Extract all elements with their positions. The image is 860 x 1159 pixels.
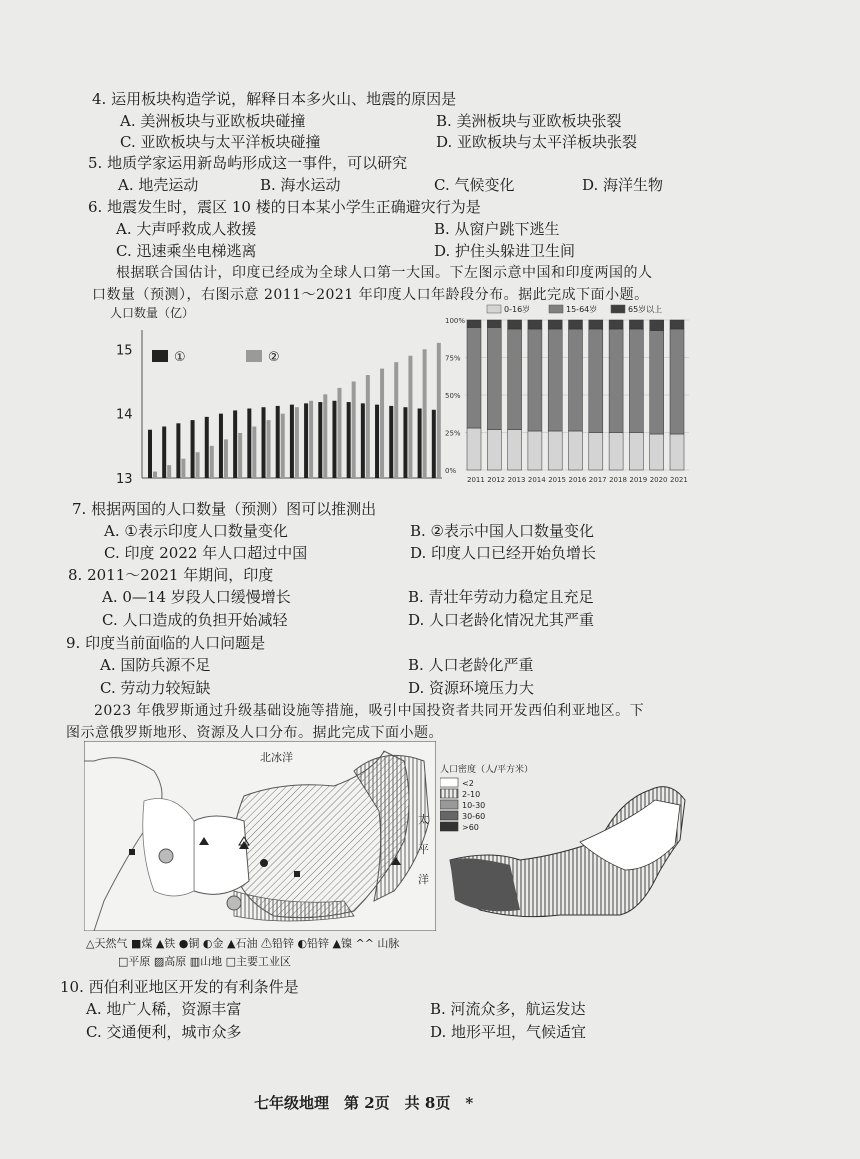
question-7-option-d[interactable]: D. 印度人口已经开始负增长: [410, 544, 597, 562]
population-bar: [389, 406, 393, 478]
age-bar-segment: [629, 329, 643, 433]
age-bar-segment: [508, 329, 522, 430]
legend-swatch-2: [246, 350, 262, 362]
question-8-option-c[interactable]: C. 人口造成的负担开始减轻: [102, 611, 288, 629]
age-y-tick: 25%: [445, 429, 461, 438]
age-legend-label: 65岁以上: [628, 305, 663, 314]
age-legend-swatch: [611, 305, 625, 313]
question-7-option-c[interactable]: C. 印度 2022 年人口超过中国: [104, 544, 308, 562]
map-legend-row-1: △天然气 ■煤 ▲铁 ●铜 ◐金 ▲石油 ⚠铅锌 ◐铅锌 ▲镍 ^^ 山脉: [86, 937, 400, 950]
question-5-option-d[interactable]: D. 海洋生物: [582, 176, 664, 194]
population-bar: [262, 407, 266, 478]
age-bar-segment: [569, 431, 583, 470]
age-bar-segment: [589, 320, 603, 329]
passage-2-line-2: 图示意俄罗斯地形、资源及人口分布。据此完成下面小题。: [66, 725, 443, 741]
population-chart-svg: [104, 300, 444, 490]
age-x-label: 2016: [568, 476, 587, 484]
density-legend-swatch: [440, 800, 458, 809]
population-bar: [210, 446, 214, 478]
population-bar: [176, 423, 180, 478]
population-bar: [408, 356, 412, 478]
question-8-option-d[interactable]: D. 人口老龄化情况尤其严重: [408, 611, 595, 629]
question-8-option-a[interactable]: A. 0—14 岁段人口缓慢增长: [102, 588, 291, 606]
population-bar: [375, 405, 379, 478]
population-bar: [205, 417, 209, 478]
age-y-tick: 0%: [445, 467, 457, 475]
age-bar-segment: [528, 431, 542, 470]
density-legend-label: 30-60: [462, 812, 486, 821]
population-bar: [238, 433, 242, 478]
population-y-tick: 15: [116, 343, 133, 359]
east-european-plain: [143, 799, 194, 897]
question-5-option-a[interactable]: A. 地壳运动: [118, 176, 199, 194]
population-bar: [337, 388, 341, 478]
population-density-map: [440, 760, 690, 930]
age-x-label: 2011: [467, 476, 485, 484]
industrial-area-marker: [227, 896, 241, 910]
population-bar: [423, 349, 427, 478]
question-6-stem: 6. 地震发生时，震区 10 楼的日本某小学生正确避灾行为是: [88, 198, 481, 216]
population-bar: [295, 407, 299, 478]
population-y-tick: 14: [116, 407, 133, 423]
question-10-stem: 10. 西伯利亚地区开发的有利条件是: [60, 978, 299, 996]
population-bar: [366, 375, 370, 478]
population-bar: [267, 420, 271, 478]
map-legend-row-2: □平原 ▨高原 ▥山地 □主要工业区: [118, 955, 292, 968]
age-x-label: 2014: [527, 476, 546, 484]
age-x-label: 2015: [548, 476, 567, 484]
question-4-option-d[interactable]: D. 亚欧板块与太平洋板块张裂: [436, 133, 638, 151]
arctic-ocean-label: 北冰洋: [260, 751, 293, 764]
population-bar: [352, 381, 356, 478]
age-bar-segment: [548, 431, 562, 470]
age-bar-segment: [467, 320, 481, 328]
population-bar: [224, 439, 228, 478]
population-bar: [153, 472, 157, 478]
density-legend-swatch: [440, 822, 458, 831]
age-bar-segment: [487, 430, 501, 471]
age-bar-segment: [609, 329, 623, 433]
population-bar: [318, 402, 322, 478]
density-legend-swatch: [440, 789, 458, 798]
population-bar: [380, 369, 384, 478]
age-bar-segment: [650, 331, 664, 435]
density-legend-swatch: [440, 811, 458, 820]
population-bar: [403, 407, 407, 478]
age-bar-segment: [589, 433, 603, 471]
age-bar-segment: [589, 329, 603, 433]
population-bar: [418, 409, 422, 478]
population-bar: [361, 403, 365, 478]
age-bar-segment: [528, 329, 542, 431]
population-bar: [304, 403, 308, 478]
age-legend-label: 0-16岁: [504, 305, 531, 314]
age-bar-segment: [528, 320, 542, 329]
age-bar-segment: [670, 434, 684, 470]
russia-resource-map-svg: [84, 741, 436, 931]
coal-marker: [129, 849, 135, 855]
age-bar-segment: [487, 328, 501, 430]
population-bar: [247, 409, 251, 478]
question-9-stem: 9. 印度当前面临的人口问题是: [66, 634, 266, 652]
question-6-option-a[interactable]: A. 大声呼救成人救援: [116, 220, 257, 238]
age-legend-swatch: [549, 305, 563, 313]
question-5-option-b[interactable]: B. 海水运动: [260, 176, 341, 194]
population-bar: [290, 405, 294, 478]
population-bar: [252, 427, 256, 478]
age-bar-segment: [508, 430, 522, 471]
pacific-label-2: 平: [418, 843, 429, 856]
question-4-option-c[interactable]: C. 亚欧板块与太平洋板块碰撞: [120, 133, 321, 151]
passage-2-line-1: 2023 年俄罗斯通过升级基础设施等措施，吸引中国投资者共同开发西伯利亚地区。下: [94, 703, 645, 719]
age-bar-segment: [650, 434, 664, 470]
age-distribution-chart-svg: [445, 300, 695, 490]
question-7-stem: 7. 根据两国的人口数量（预测）图可以推测出: [72, 500, 377, 518]
population-bar: [394, 362, 398, 478]
age-x-label: 2019: [629, 476, 648, 484]
age-bar-segment: [487, 320, 501, 328]
density-legend-title: 人口密度（人/平方米）: [440, 765, 534, 775]
age-legend-swatch: [487, 305, 501, 313]
population-y-tick: 13: [116, 472, 133, 487]
population-bar: [432, 410, 436, 478]
population-bar: [347, 402, 351, 478]
question-9-option-c[interactable]: C. 劳动力较短缺: [100, 679, 211, 697]
population-bar: [309, 401, 313, 478]
question-5-option-c[interactable]: C. 气候变化: [434, 176, 515, 194]
question-8-stem: 8. 2011～2021 年期间，印度: [68, 566, 274, 584]
age-bar-segment: [670, 320, 684, 329]
age-bar-segment: [609, 320, 623, 329]
age-x-label: 2021: [670, 476, 688, 484]
page-footer: 七年级地理 第 2页 共 8页 *: [254, 1094, 474, 1112]
question-6-option-d[interactable]: D. 护住头躲进卫生间: [434, 242, 576, 260]
question-9-option-b[interactable]: B. 人口老龄化严重: [408, 656, 534, 674]
population-density-map-svg: [440, 760, 690, 930]
question-6-option-b[interactable]: B. 从窗户跳下逃生: [434, 220, 560, 238]
question-4-option-a[interactable]: A. 美洲板块与亚欧板块碰撞: [120, 112, 306, 130]
age-bar-segment: [548, 320, 562, 329]
age-bar-segment: [650, 320, 664, 331]
passage-1-line-2: 口数量（预测），右图示意 2011～2021 年印度人口年龄段分布。据此完成下面小题。: [92, 287, 649, 303]
age-bar-segment: [670, 329, 684, 434]
density-legend-swatch: [440, 778, 458, 787]
age-bar-segment: [629, 320, 643, 329]
density-legend-label: >60: [462, 823, 479, 832]
population-bar: [437, 343, 441, 478]
age-legend-label: 15-64岁: [566, 305, 598, 314]
age-distribution-chart: [445, 300, 695, 490]
population-bar: [191, 420, 195, 478]
question-9-option-a[interactable]: A. 国防兵源不足: [100, 656, 211, 674]
question-10-option-a[interactable]: A. 地广人稀，资源丰富: [86, 1000, 242, 1018]
legend-label-2: ②: [268, 350, 280, 365]
age-bar-segment: [609, 433, 623, 471]
question-7-option-a[interactable]: A. ①表示印度人口数量变化: [104, 522, 288, 540]
population-bar: [281, 414, 285, 478]
age-x-label: 2020: [649, 476, 668, 484]
pacific-label-1: 太: [418, 813, 429, 826]
question-4-option-b[interactable]: B. 美洲板块与亚欧板块张裂: [436, 112, 622, 130]
age-x-label: 2017: [588, 476, 607, 484]
age-x-label: 2013: [507, 476, 526, 484]
density-legend-label: 2-10: [462, 790, 481, 799]
population-bar: [233, 410, 237, 478]
density-legend-label: <2: [462, 779, 474, 788]
age-y-tick: 75%: [445, 354, 461, 363]
question-7-option-b[interactable]: B. ②表示中国人口数量变化: [410, 522, 595, 540]
population-bar: [181, 459, 185, 478]
age-x-label: 2018: [609, 476, 627, 484]
age-y-tick: 100%: [445, 317, 466, 325]
copper-marker: [260, 859, 268, 867]
population-bar: [196, 452, 200, 478]
question-10-option-c[interactable]: C. 交通便利，城市众多: [86, 1023, 242, 1041]
age-bar-segment: [569, 320, 583, 329]
question-6-option-c[interactable]: C. 迅速乘坐电梯逃离: [116, 242, 257, 260]
age-bar-segment: [569, 329, 583, 431]
question-4-stem: 4. 运用板块构造学说，解释日本多火山、地震的原因是: [92, 90, 457, 108]
question-8-option-b[interactable]: B. 青壮年劳动力稳定且充足: [408, 588, 594, 606]
population-chart: [104, 300, 444, 490]
population-bar: [219, 414, 223, 478]
age-y-tick: 50%: [445, 392, 461, 400]
age-bar-segment: [467, 328, 481, 429]
population-bar: [148, 430, 152, 478]
dense-west-region: [450, 858, 520, 911]
question-10-option-d[interactable]: D. 地形平坦，气候适宜: [430, 1023, 587, 1041]
population-bar: [162, 427, 166, 478]
legend-swatch-1: [152, 350, 168, 362]
population-bar: [332, 401, 336, 478]
age-bar-segment: [508, 320, 522, 329]
coal-marker-2: [294, 871, 300, 877]
age-bar-segment: [467, 428, 481, 470]
population-bar: [276, 406, 280, 478]
question-5-stem: 5. 地质学家运用新岛屿形成这一事件，可以研究: [88, 154, 408, 172]
density-legend-label: 10-30: [462, 801, 486, 810]
west-siberian-plain: [194, 816, 249, 894]
population-ylabel: 人口数量（亿）: [110, 306, 195, 320]
pacific-label-3: 洋: [418, 873, 429, 886]
question-9-option-d[interactable]: D. 资源环境压力大: [408, 679, 535, 697]
question-10-option-b[interactable]: B. 河流众多，航运发达: [430, 1000, 586, 1018]
population-bar: [323, 394, 327, 478]
age-x-label: 2012: [487, 476, 506, 484]
legend-label-1: ①: [174, 350, 186, 365]
passage-1-line-1: 根据联合国估计，印度已经成为全球人口第一大国。下左图示意中国和印度两国的人: [116, 265, 653, 281]
russia-resource-map: [84, 741, 436, 931]
age-bar-segment: [548, 329, 562, 431]
age-bar-segment: [629, 433, 643, 471]
population-bar: [167, 465, 171, 478]
industrial-area-marker-2: [159, 849, 173, 863]
